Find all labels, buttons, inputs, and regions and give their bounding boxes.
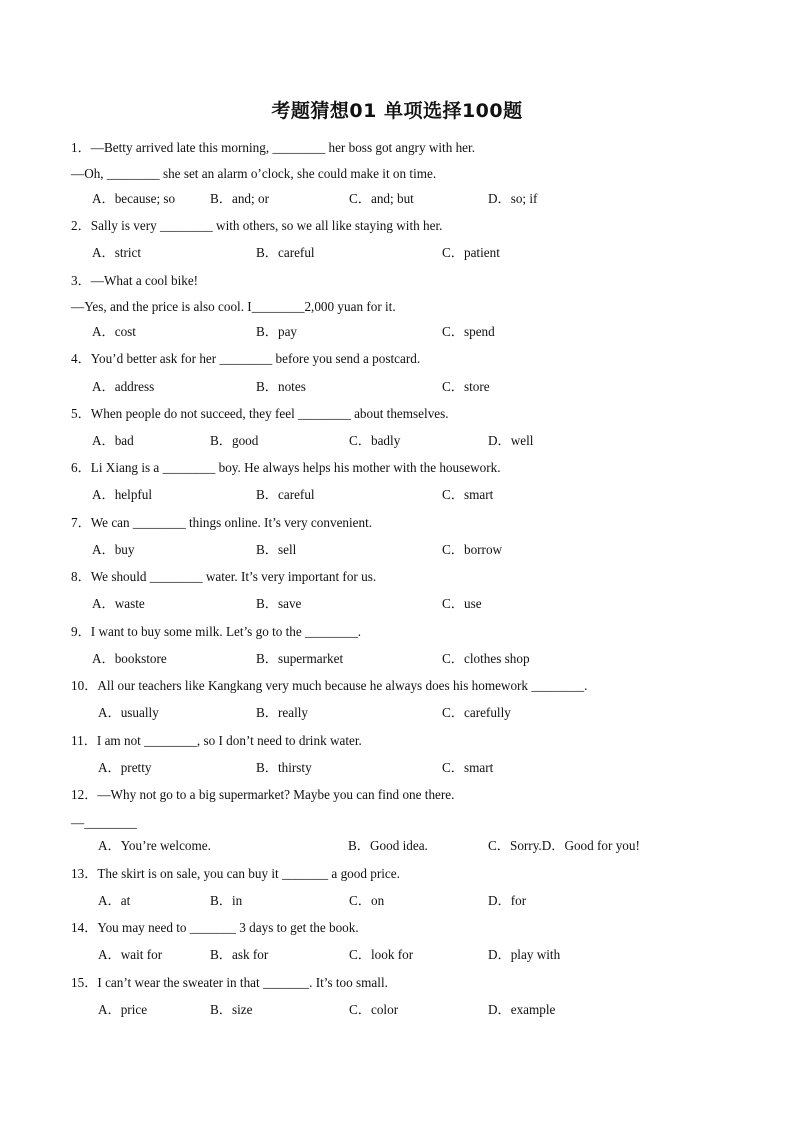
answer-option: B．really (256, 705, 309, 720)
answer-option: B．ask for (210, 947, 269, 962)
question-stem: 9．I want to buy some milk. Let’s go to the ________. (71, 624, 362, 639)
answer-option: A．cost (92, 324, 136, 339)
answer-option: C．borrow (442, 542, 503, 557)
question-stem: 6．Li Xiang is a ________ boy. He always helps his mother with the housework. (71, 460, 501, 475)
answer-option: A．because; so (92, 191, 176, 206)
question-stem: 2．Sally is very ________ with others, so we all like staying with her. (71, 218, 443, 233)
answer-option: B．careful (256, 245, 315, 260)
answer-option: B．careful (256, 487, 315, 502)
answer-option: A．usually (98, 705, 159, 720)
answer-option: A．bookstore (92, 651, 167, 666)
answer-option: B．thirsty (256, 760, 312, 775)
answer-option: D．example (488, 1002, 556, 1017)
answer-option: C．smart (442, 760, 494, 775)
answer-option: C．spend (442, 324, 495, 339)
answer-option: A．You’re welcome. (98, 838, 211, 853)
answer-option: C．and; but (349, 191, 414, 206)
question-stem: 8．We should ________ water. It’s very important for us. (71, 569, 377, 584)
question-stem: 7．We can ________ things online. It’s very convenient. (71, 515, 373, 530)
question-stem: 10．All our teachers like Kangkang very much because he always does his homework ________. (71, 678, 588, 693)
answer-option: A．strict (92, 245, 142, 260)
answer-option: C．clothes shop (442, 651, 530, 666)
answer-option: A．helpful (92, 487, 153, 502)
answer-option: D．so; if (488, 191, 538, 206)
question-stem: 1．—Betty arrived late this morning, ________ her boss got angry with her. (71, 140, 475, 155)
answer-option: B．good (210, 433, 259, 448)
answer-option: A．pretty (98, 760, 152, 775)
answer-option: C．look for (349, 947, 414, 962)
answer-option: C．carefully (442, 705, 511, 720)
answer-option: C．smart (442, 487, 494, 502)
answer-option: A．buy (92, 542, 135, 557)
answer-option: A．bad (92, 433, 134, 448)
answer-option: C．patient (442, 245, 500, 260)
answer-option: C．Sorry.D．Good for you! (488, 838, 640, 853)
answer-option: B．pay (256, 324, 298, 339)
answer-option: D．well (488, 433, 534, 448)
answer-option: C．store (442, 379, 490, 394)
question-dialogue-line: —________ (71, 815, 137, 830)
question-stem: 14．You may need to _______ 3 days to get the book. (71, 920, 359, 935)
answer-option: B．in (210, 893, 243, 908)
answer-option: D．play with (488, 947, 561, 962)
answer-option: B．size (210, 1002, 253, 1017)
answer-option: B．Good idea. (348, 838, 428, 853)
answer-option: D．for (488, 893, 527, 908)
question-stem: 15．I can’t wear the sweater in that _______. It’s too small. (71, 975, 388, 990)
question-dialogue-line: —Yes, and the price is also cool. I________2,000 yuan for it. (71, 299, 396, 314)
question-dialogue-line: —Oh, ________ she set an alarm o’clock, she could make it on time. (71, 166, 437, 181)
question-stem: 12．—Why not go to a big supermarket? Maybe you can find one there. (71, 787, 455, 802)
answer-option: C．color (349, 1002, 399, 1017)
question-stem: 5．When people do not succeed, they feel ________ about themselves. (71, 406, 449, 421)
answer-option: A．price (98, 1002, 148, 1017)
answer-option: B．save (256, 596, 302, 611)
answer-option: A．address (92, 379, 155, 394)
question-stem: 4．You’d better ask for her ________ before you send a postcard. (71, 351, 421, 366)
answer-option: C．on (349, 893, 385, 908)
answer-option: A．wait for (98, 947, 163, 962)
question-stem: 11．I am not ________, so I don’t need to drink water. (71, 733, 362, 748)
answer-option: A．waste (92, 596, 145, 611)
answer-option: C．use (442, 596, 482, 611)
answer-option: B．notes (256, 379, 306, 394)
answer-option: B．supermarket (256, 651, 344, 666)
answer-option: B．sell (256, 542, 297, 557)
answer-option: A．at (98, 893, 131, 908)
question-stem: 13．The skirt is on sale, you can buy it _______ a good price. (71, 866, 400, 881)
answer-option: C．badly (349, 433, 401, 448)
answer-option: B．and; or (210, 191, 269, 206)
question-stem: 3．—What a cool bike! (71, 273, 199, 288)
page-title: 考题猜想01 单项选择100题 (271, 100, 523, 122)
